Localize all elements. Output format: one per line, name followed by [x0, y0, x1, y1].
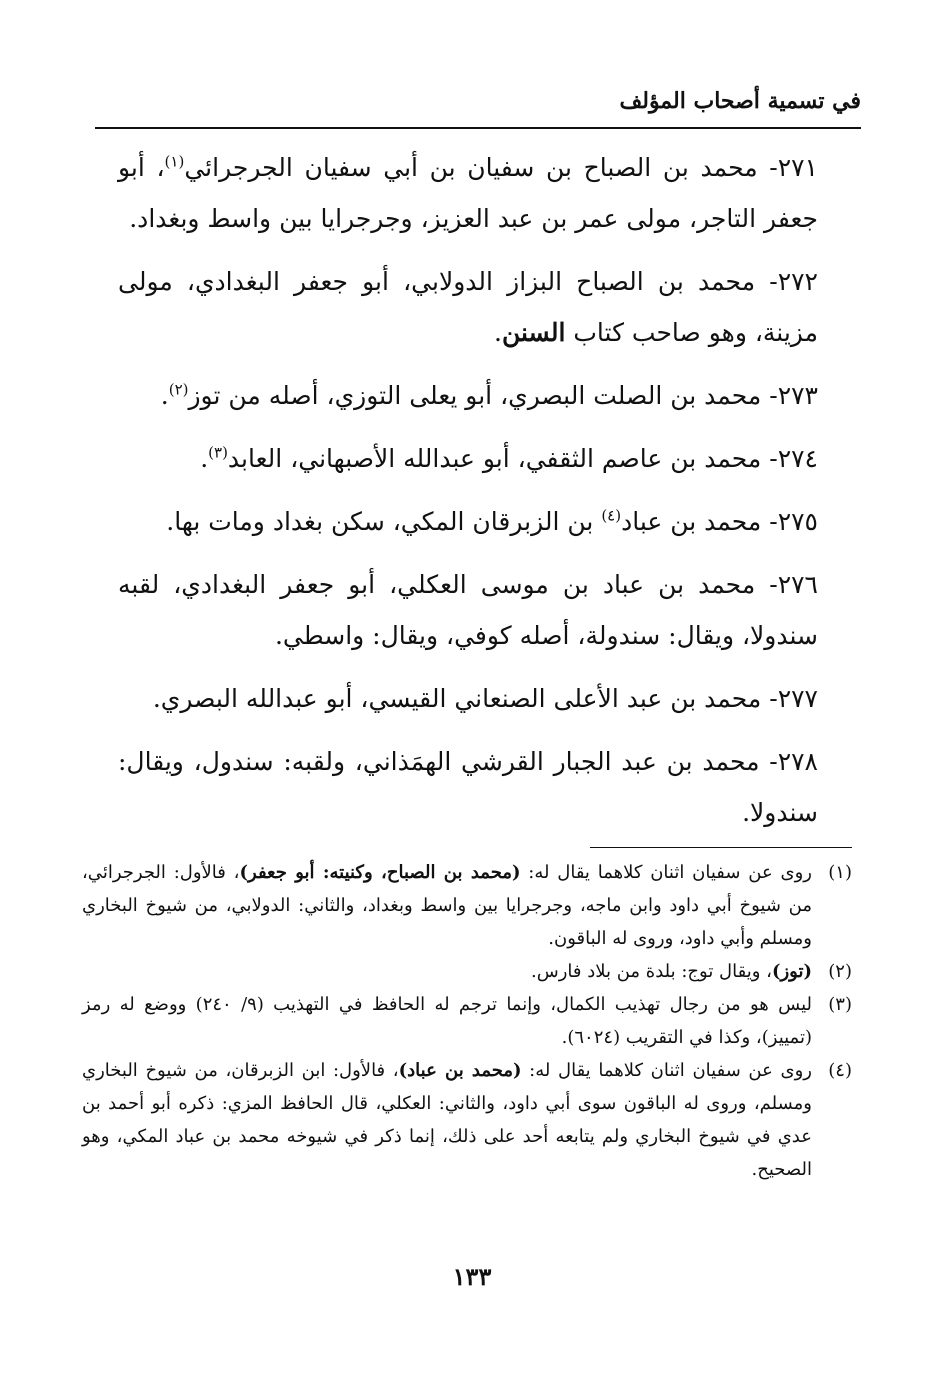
- footnote-number: (١): [828, 862, 852, 883]
- entry-text: محمد بن عباد: [621, 507, 762, 536]
- entry-text: محمد بن عبد الجبار القرشي الهمَذاني، ولقبه: سندول، ويقال: سندولا.: [118, 747, 818, 827]
- entry-number: ٢٧٥-: [769, 507, 818, 536]
- entry-276: [118, 559, 818, 661]
- footnote-ref[interactable]: (٤): [601, 506, 622, 525]
- entry-number: ٢٧٨-: [769, 747, 818, 776]
- footnote-number: (٣): [828, 994, 852, 1015]
- entry-text: محمد بن عباد بن موسى العكلي، أبو جعفر البغدادي، لقبه سندولا، ويقال: سندولة، أصله كوفي، ويقال: واسطي.: [118, 570, 818, 650]
- entry-text: محمد بن الصلت البصري، أبو يعلى التوزي، أصله من توز: [188, 381, 762, 410]
- footnote-text-cont: ، فالأول: الجرجرائي، من شيوخ أبي داود وابن ماجه، وجرجرايا بين واسط وبغداد، والثاني: الدولابي، من شيوخ البخاري ومسلم وأبي داود، وروى له الباقون.: [82, 862, 812, 949]
- entry-275: [118, 496, 818, 547]
- footnote-2: [82, 955, 852, 988]
- footnote-text-cont: ، ويقال توج: بلدة من بلاد فارس.: [531, 961, 772, 982]
- entry-278: [118, 736, 818, 838]
- footnotes: [82, 856, 852, 1186]
- footnote-ref[interactable]: (٣): [208, 443, 228, 462]
- footnote-text: روى عن سفيان اثنان كلاهما يقال له:: [520, 862, 812, 883]
- entry-271: [118, 142, 818, 244]
- entry-text: محمد بن الصباح البزاز الدولابي، أبو جعفر البغدادي، مولى مزينة، وهو صاحب كتاب: [118, 267, 818, 347]
- footnote-ref[interactable]: (٢): [168, 380, 189, 399]
- footnote-text-cont: ، فالأول: ابن الزبرقان، من شيوخ البخاري ومسلم، وروى له الباقون سوى أبي داود، والثاني: العكلي، قال الحافظ المزي: ذكره أبو أحمد بن عدي في شيوخ البخاري ولم يتابعه أحد على ذلك، إنما ذكر في شيوخه محمد بن عباد المكي، وهو الصحيح.: [82, 1060, 813, 1180]
- entry-text: محمد بن عاصم الثقفي، أبو عبدالله الأصبهاني، العابد: [227, 444, 762, 473]
- entry-number: ٢٧٣-: [769, 381, 818, 410]
- entry-text-cont: بن الزبرقان المكي، سكن بغداد ومات بها.: [166, 507, 602, 536]
- footnote-1: [82, 856, 852, 955]
- footnote-number: (٢): [828, 961, 852, 982]
- header-rule: [95, 127, 861, 129]
- book-title: السنن: [501, 318, 566, 347]
- footnote-bold: (محمد بن عباد): [398, 1060, 522, 1081]
- entry-text-cont: ، أبو جعفر التاجر، مولى عمر بن عبد العزيز، وجرجرايا بين واسط وبغداد.: [118, 153, 818, 233]
- entry-273: [118, 370, 818, 421]
- entry-272: [118, 256, 818, 358]
- footnote-4: [82, 1054, 852, 1186]
- entry-text-cont: .: [160, 381, 169, 410]
- page-number: ١٣٣: [452, 1262, 492, 1291]
- entry-274: [118, 433, 818, 484]
- footnote-text: ليس هو من رجال تهذيب الكمال، وإنما ترجم له الحافظ في التهذيب (٩/ ٢٤٠) ووضع له رمز (تمييز)، وكذا في التقريب (٦٠٢٤).: [82, 994, 812, 1048]
- running-header: في تسمية أصحاب المؤلف: [619, 88, 861, 114]
- entries-list: [118, 142, 818, 850]
- footnote-separator: [590, 847, 852, 848]
- footnote-bold: (توز): [771, 961, 812, 982]
- entry-text-cont: .: [494, 318, 502, 347]
- entry-text-cont: .: [200, 444, 209, 473]
- footnote-bold: (محمد بن الصباح، وكنيته: أبو جعفر): [239, 862, 521, 883]
- footnote-number: (٤): [828, 1060, 852, 1081]
- entry-number: ٢٧٤-: [769, 444, 818, 473]
- entry-number: ٢٧٦-: [769, 570, 818, 599]
- entry-text: محمد بن عبد الأعلى الصنعاني القيسي، أبو عبدالله البصري.: [152, 684, 762, 713]
- footnote-ref[interactable]: (١): [164, 152, 185, 171]
- entry-number: ٢٧٢-: [769, 267, 818, 296]
- entry-text: محمد بن الصباح بن سفيان بن أبي سفيان الجرجرائي: [184, 153, 758, 182]
- footnote-3: [82, 988, 852, 1054]
- entry-277: [118, 673, 818, 724]
- entry-number: ٢٧١-: [769, 153, 818, 182]
- footnote-text: روى عن سفيان اثنان كلاهما يقال له:: [521, 1060, 812, 1081]
- entry-number: ٢٧٧-: [769, 684, 818, 713]
